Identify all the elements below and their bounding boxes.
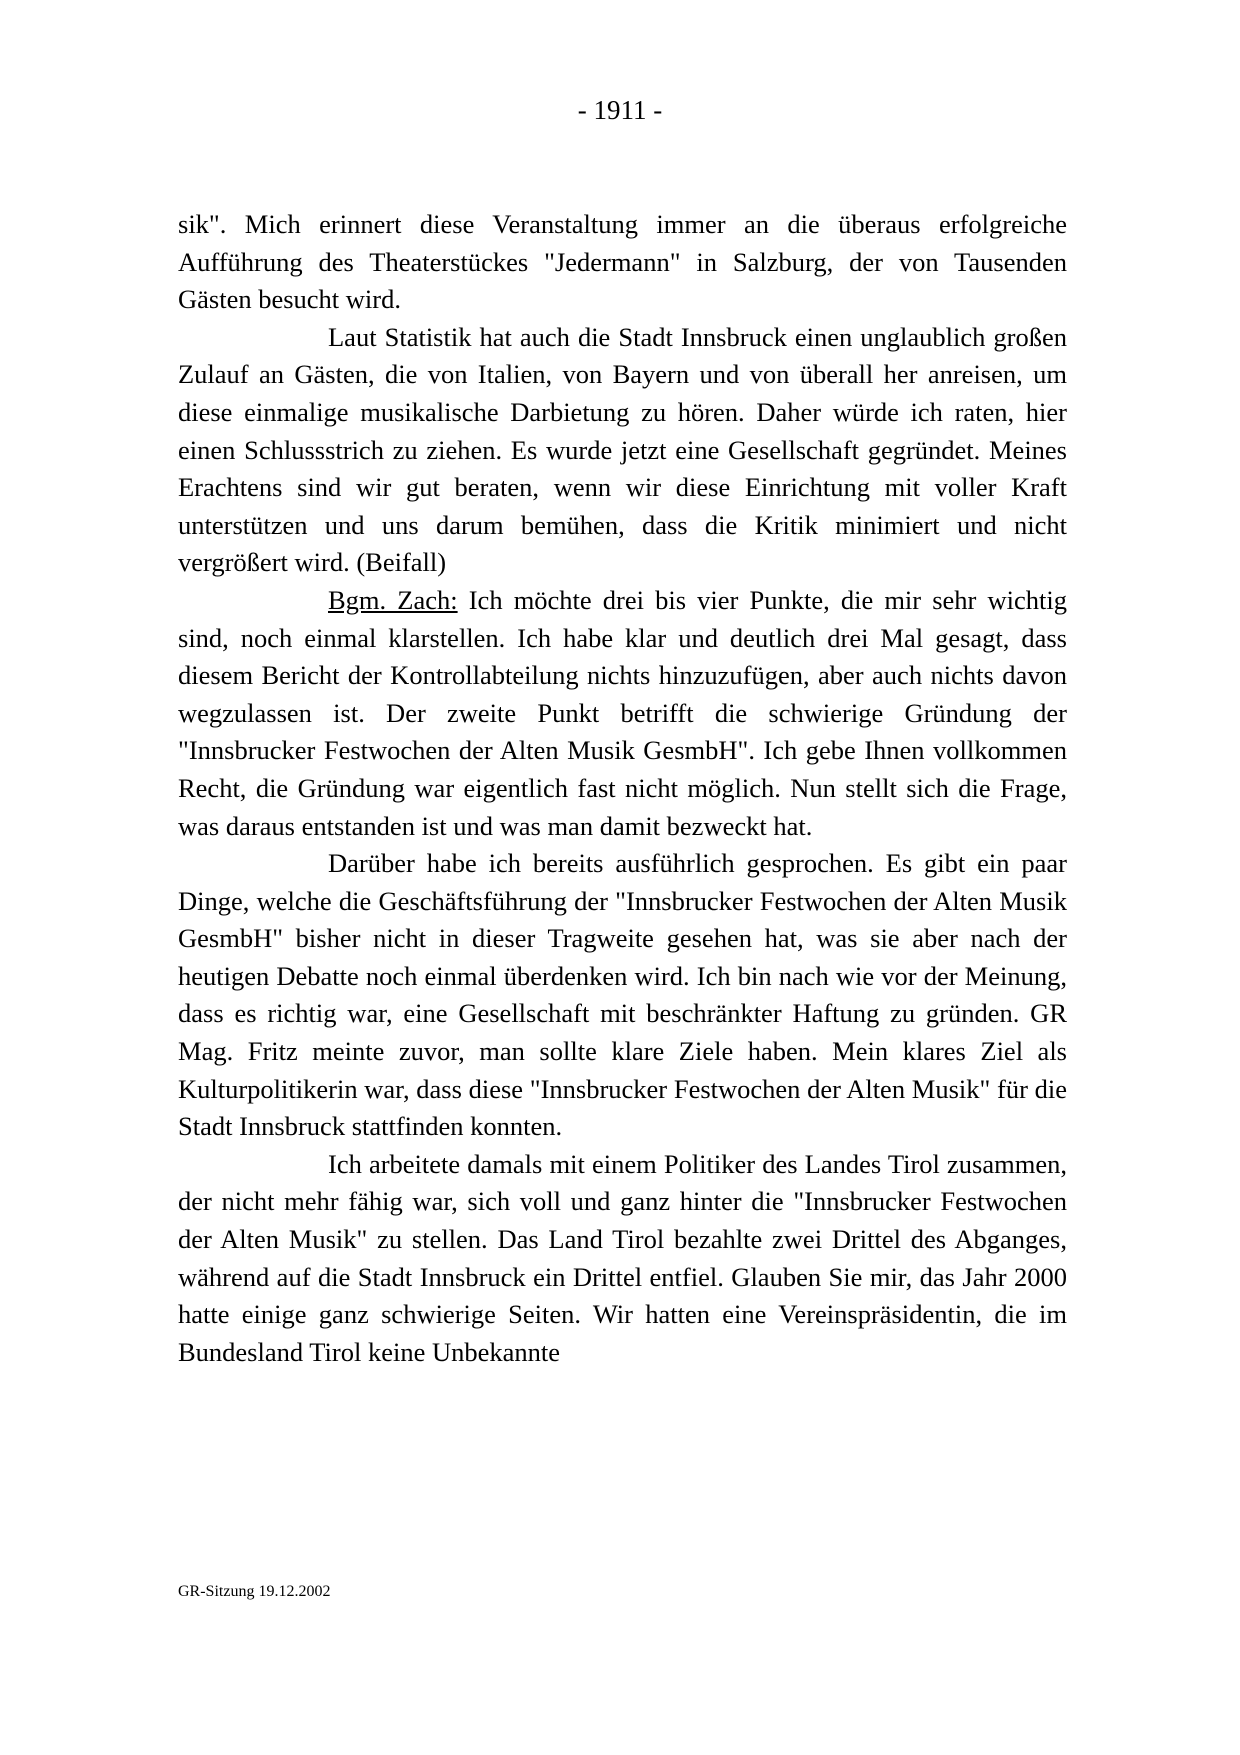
document-body [178,206,1067,1371]
paragraph-continuation: sik". Mich erinnert diese Veranstaltung immer an die überaus erfolgreiche Aufführung des Theaterstückes "Jedermann" in Salzburg, der von Tausenden Gästen besucht wird. [178,209,1067,315]
paragraph-land-tirol: Ich arbeitete damals mit einem Politiker des Landes Tirol zusammen, der nicht mehr fähig war, sich voll und ganz hinter die "Innsbrucker Festwochen der Alten Musik" zu stellen. Das Land Tirol bezahlte zwei Drittel des Abganges, während auf die Stadt Innsbruck ein Drittel entfiel. Glauben Sie mir, das Jahr 2000 hatte einige ganz schwierige Seiten. Wir hatten eine Vereinspräsidentin, die im Bundesland Tirol keine Unbekannte [178,1148,1067,1367]
paragraph-bgm-zach [178,582,1067,845]
footer-session-label: GR-Sitzung 19.12.2002 [178,1583,331,1600]
paragraph-debatte: Darüber habe ich bereits ausführlich gesprochen. Es gibt ein paar Dinge, welche die Geschäftsführung der "Innsbrucker Festwochen der Alten Musik GesmbH" bisher nicht in dieser Tragweite gesehen hat, was sie aber nach der heutigen Debatte noch einmal überdenken wird. Ich bin nach wie vor der Meinung, dass es richtig war, eine Gesellschaft mit beschränkter Haftung zu gründen. GR Mag. Fritz meinte zuvor, man sollte klare Ziele haben. Mein klares Ziel als Kulturpolitikerin war, dass diese "Innsbrucker Festwochen der Alten Musik" für die Stadt Innsbruck stattfinden konnten. [178,848,1067,1142]
page-number: - 1911 - [577,95,663,125]
paragraph-bgm-zach-text: Ich möchte drei bis vier Punkte, die mir sehr wichtig sind, noch einmal klarstellen. Ich habe klar und deutlich drei Mal gesagt, dass diesem Bericht der Kontrollabteilung nichts hinzuzufügen, aber auch nichts davon wegzulassen ist. Der zweite Punkt betrifft die schwierige Gründung der "Innsbrucker Festwochen der Alten Musik GesmbH". Ich gebe Ihnen vollkommen Recht, die Gründung war eigentlich fast nicht möglich. Nun stellt sich die Frage, was daraus entstanden ist und was man damit bezweckt hat. [178,584,1067,841]
speaker-label: Bgm. Zach: [328,584,458,615]
paragraph-statistik: Laut Statistik hat auch die Stadt Innsbruck einen unglaublich großen Zulauf an Gästen, die von Italien, von Bayern und von überall her anreisen, um diese einmalige musikalische Darbietung zu hören. Daher würde ich raten, hier einen Schlussstrich zu ziehen. Es wurde jetzt eine Gesellschaft gegründet. Meines Erachtens sind wir gut beraten, wenn wir diese Einrichtung mit voller Kraft unterstützen und uns darum bemühen, dass die Kritik minimiert und nicht vergrößert wird. (Beifall) [178,321,1067,578]
